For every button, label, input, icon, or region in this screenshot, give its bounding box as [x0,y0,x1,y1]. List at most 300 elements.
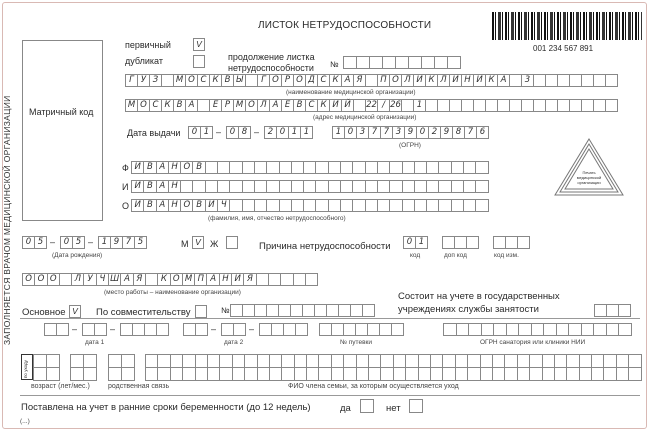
org-name-field[interactable] [125,74,618,87]
form-cell[interactable] [369,355,381,368]
form-cell[interactable]: И [414,75,426,86]
form-cell[interactable] [246,75,258,86]
form-cell[interactable]: В [222,75,234,86]
sex-f-checkbox[interactable] [226,236,238,249]
form-cell[interactable] [594,100,606,111]
form-cell[interactable] [390,181,402,192]
form-cell[interactable] [403,200,415,211]
form-cell[interactable] [431,355,443,368]
form-cell[interactable] [582,324,595,335]
form-cell[interactable] [171,355,183,368]
form-cell[interactable] [183,368,195,381]
form-cell[interactable] [507,324,520,335]
form-cell[interactable]: В [174,100,186,111]
form-cell[interactable] [369,368,381,381]
form-cell[interactable]: Л [438,75,450,86]
primary-sheet-number-field[interactable] [230,304,375,317]
form-cell[interactable] [196,368,208,381]
form-cell[interactable] [427,200,439,211]
date1-month-field[interactable] [82,323,107,336]
form-cell[interactable] [258,368,270,381]
form-cell[interactable] [196,355,208,368]
form-cell[interactable] [438,100,450,111]
form-cell[interactable]: 0 [189,127,201,138]
form-cell[interactable]: О [48,274,60,285]
form-cell[interactable]: 8 [239,127,251,138]
form-cell[interactable]: 2 [429,127,441,138]
form-cell[interactable] [594,324,607,335]
form-cell[interactable] [304,162,316,173]
form-cell[interactable] [443,355,455,368]
form-cell[interactable] [443,368,455,381]
form-cell[interactable] [366,162,378,173]
form-cell[interactable] [629,368,641,381]
form-cell[interactable] [519,324,532,335]
form-cell[interactable]: Р [282,75,294,86]
form-cell[interactable] [462,100,474,111]
form-cell[interactable]: Д [306,75,318,86]
form-cell[interactable]: 22 [366,100,377,110]
form-cell[interactable] [543,355,555,368]
form-cell[interactable] [282,355,294,368]
form-cell[interactable] [530,355,542,368]
form-cell[interactable]: Я [134,274,146,285]
form-cell[interactable]: 8 [453,127,465,138]
form-cell[interactable]: И [232,274,244,285]
form-cell[interactable] [444,324,457,335]
form-cell[interactable] [381,355,393,368]
form-cell[interactable] [378,200,390,211]
form-cell[interactable]: О [35,274,47,285]
form-cell[interactable] [403,162,415,173]
form-cell[interactable] [233,355,245,368]
form-cell[interactable] [464,162,476,173]
care-age-grid[interactable] [70,354,97,381]
form-cell[interactable] [295,355,307,368]
form-cell[interactable] [307,368,319,381]
form-cell[interactable] [439,200,451,211]
form-cell[interactable]: Н [169,181,181,192]
date2-year-field[interactable] [259,323,308,336]
reason-code-field[interactable] [403,236,428,249]
form-cell[interactable] [558,75,570,86]
care-family-member-grid[interactable] [145,354,642,381]
employment-registered-field[interactable] [594,304,631,317]
form-cell[interactable]: О [23,274,35,285]
form-cell[interactable] [522,100,534,111]
form-cell[interactable] [206,181,218,192]
form-cell[interactable] [476,162,488,173]
form-cell[interactable]: З [150,75,162,86]
form-cell[interactable] [481,368,493,381]
form-cell[interactable]: И [132,181,144,192]
form-cell[interactable]: Я [244,274,256,285]
form-cell[interactable]: Г [258,75,270,86]
form-cell[interactable] [427,162,439,173]
form-cell[interactable]: К [330,75,342,86]
form-cell[interactable]: 1 [416,237,428,248]
form-cell[interactable] [306,274,318,285]
form-cell[interactable] [476,181,488,192]
form-cell[interactable]: К [318,100,330,111]
pregnancy-no-checkbox[interactable] [409,399,423,413]
patronymic-field[interactable] [131,199,489,212]
form-cell[interactable]: 1 [333,127,345,138]
form-cell[interactable] [206,162,218,173]
form-cell[interactable] [604,368,616,381]
form-cell[interactable] [510,100,522,111]
form-cell[interactable] [146,274,158,285]
form-cell[interactable] [332,368,344,381]
form-cell[interactable] [307,355,319,368]
surname-field[interactable] [131,161,489,174]
form-cell[interactable] [357,368,369,381]
form-cell[interactable] [158,368,170,381]
form-cell[interactable] [390,162,402,173]
form-cell[interactable]: И [330,100,342,111]
form-cell[interactable] [555,368,567,381]
form-cell[interactable]: С [150,100,162,111]
form-cell[interactable]: М [234,100,246,111]
form-cell[interactable] [198,100,210,111]
form-cell[interactable]: М [126,100,138,111]
form-cell[interactable] [493,368,505,381]
form-cell[interactable]: 7 [123,237,135,248]
form-cell[interactable] [267,162,279,173]
form-cell[interactable]: 0 [23,237,35,248]
care-relation-grid[interactable] [108,354,135,381]
form-cell[interactable] [606,75,618,86]
main-job-checkbox[interactable]: V [69,305,81,318]
form-cell[interactable] [280,181,292,192]
form-cell[interactable]: 0 [61,237,73,248]
form-cell[interactable] [162,75,174,86]
form-cell[interactable] [468,355,480,368]
form-cell[interactable] [452,200,464,211]
issue-year-field[interactable] [264,126,313,139]
form-cell[interactable] [567,355,579,368]
form-cell[interactable] [558,100,570,111]
form-cell[interactable] [146,355,158,368]
form-cell[interactable]: Ш [109,274,121,285]
pregnancy-yes-checkbox[interactable] [360,399,374,413]
form-cell[interactable] [255,162,267,173]
form-cell[interactable] [567,368,579,381]
form-cell[interactable] [439,181,451,192]
form-cell[interactable]: А [498,75,510,86]
form-cell[interactable] [208,355,220,368]
primary-checkbox[interactable]: V [193,38,205,51]
part-time-checkbox[interactable] [195,305,207,318]
form-cell[interactable] [617,355,629,368]
form-cell[interactable]: А [342,75,354,86]
name-field[interactable] [131,180,489,193]
form-cell[interactable] [474,100,486,111]
form-cell[interactable] [456,355,468,368]
form-cell[interactable]: И [474,75,486,86]
care-row-marker-grid[interactable] [33,354,60,381]
form-cell[interactable] [498,100,510,111]
form-cell[interactable] [406,355,418,368]
form-cell[interactable] [582,100,594,111]
form-cell[interactable]: Ч [218,200,230,211]
form-cell[interactable]: 2 [265,127,277,138]
form-cell[interactable] [415,200,427,211]
form-cell[interactable] [280,200,292,211]
form-cell[interactable] [482,324,495,335]
form-cell[interactable] [468,368,480,381]
form-cell[interactable] [243,200,255,211]
form-cell[interactable]: Л [258,100,270,111]
continuation-number-field[interactable] [343,56,461,69]
form-cell[interactable] [464,200,476,211]
form-cell[interactable] [208,368,220,381]
form-cell[interactable] [629,355,641,368]
form-cell[interactable] [316,181,328,192]
form-cell[interactable] [464,181,476,192]
form-cell[interactable]: С [318,75,330,86]
form-cell[interactable] [394,368,406,381]
form-cell[interactable] [220,368,232,381]
form-cell[interactable]: Е [210,100,222,111]
form-cell[interactable] [534,75,546,86]
form-cell[interactable] [354,100,366,111]
form-cell[interactable] [292,181,304,192]
form-cell[interactable]: М [183,274,195,285]
form-cell[interactable] [406,368,418,381]
form-cell[interactable] [329,200,341,211]
form-cell[interactable]: Л [72,274,84,285]
birth-month-field[interactable] [60,236,85,249]
form-cell[interactable]: К [162,100,174,111]
form-cell[interactable]: В [193,162,205,173]
form-cell[interactable]: 9 [111,237,123,248]
form-cell[interactable] [245,355,257,368]
form-cell[interactable]: В [144,181,156,192]
form-cell[interactable]: О [270,75,282,86]
form-cell[interactable]: В [144,162,156,173]
form-cell[interactable] [494,324,507,335]
form-cell[interactable]: О [138,100,150,111]
form-cell[interactable] [619,324,632,335]
form-cell[interactable] [402,100,414,111]
form-cell[interactable]: К [486,75,498,86]
form-cell[interactable] [493,355,505,368]
org-address-field[interactable] [125,99,618,112]
form-cell[interactable] [543,368,555,381]
form-cell[interactable] [146,368,158,381]
form-cell[interactable]: У [138,75,150,86]
form-cell[interactable] [332,355,344,368]
form-cell[interactable]: И [450,75,462,86]
form-cell[interactable] [415,181,427,192]
form-cell[interactable] [270,368,282,381]
form-cell[interactable] [366,181,378,192]
form-cell[interactable]: У [84,274,96,285]
form-cell[interactable] [607,324,620,335]
form-cell[interactable] [243,181,255,192]
form-cell[interactable] [366,200,378,211]
form-cell[interactable]: О [246,100,258,111]
form-cell[interactable]: 7 [369,127,381,138]
form-cell[interactable]: 7 [465,127,477,138]
form-cell[interactable]: М [174,75,186,86]
form-cell[interactable]: О [181,200,193,211]
form-cell[interactable]: С [306,100,318,111]
sanatorium-ogrn-field[interactable] [443,323,632,336]
form-cell[interactable] [510,75,522,86]
form-cell[interactable] [546,100,558,111]
form-cell[interactable] [319,355,331,368]
duplicate-checkbox[interactable] [193,55,205,68]
form-cell[interactable]: 0 [404,237,416,248]
form-cell[interactable]: 1 [99,237,111,248]
form-cell[interactable]: П [378,75,390,86]
form-cell[interactable] [457,324,470,335]
date1-year-field[interactable] [120,323,169,336]
form-cell[interactable]: 1 [289,127,301,138]
extra-code-field[interactable] [442,236,479,249]
form-cell[interactable] [604,355,616,368]
form-cell[interactable] [505,355,517,368]
form-cell[interactable] [606,100,618,111]
form-cell[interactable] [419,355,431,368]
form-cell[interactable] [481,355,493,368]
date1-day-field[interactable] [44,323,69,336]
form-cell[interactable]: А [157,200,169,211]
form-cell[interactable] [378,162,390,173]
form-cell[interactable] [294,274,306,285]
form-cell[interactable]: С [198,75,210,86]
form-cell[interactable] [316,200,328,211]
form-cell[interactable] [304,181,316,192]
form-cell[interactable] [569,324,582,335]
form-cell[interactable]: / [378,100,390,111]
form-cell[interactable] [594,75,606,86]
form-cell[interactable]: 1 [301,127,313,138]
form-cell[interactable] [292,200,304,211]
form-cell[interactable]: Н [220,274,232,285]
form-cell[interactable]: В [193,200,205,211]
form-cell[interactable] [329,162,341,173]
form-cell[interactable] [450,100,462,111]
form-cell[interactable] [518,368,530,381]
form-cell[interactable] [245,368,257,381]
form-cell[interactable] [381,368,393,381]
form-cell[interactable] [281,274,293,285]
form-cell[interactable]: 6 [477,127,489,138]
form-cell[interactable]: 3 [393,127,405,138]
form-cell[interactable] [426,100,438,111]
form-cell[interactable]: 0 [417,127,429,138]
form-cell[interactable] [319,368,331,381]
form-cell[interactable] [255,181,267,192]
form-cell[interactable]: 9 [441,127,453,138]
form-cell[interactable] [394,355,406,368]
form-cell[interactable] [570,100,582,111]
form-cell[interactable]: А [207,274,219,285]
form-cell[interactable]: В [144,200,156,211]
form-cell[interactable] [353,162,365,173]
form-cell[interactable]: О [171,274,183,285]
form-cell[interactable] [592,355,604,368]
form-cell[interactable] [218,162,230,173]
form-cell[interactable]: А [121,274,133,285]
form-cell[interactable] [366,75,378,86]
form-cell[interactable]: В [294,100,306,111]
form-cell[interactable]: Й [342,100,354,111]
form-cell[interactable] [534,100,546,111]
form-cell[interactable]: О [181,162,193,173]
form-cell[interactable] [295,368,307,381]
form-cell[interactable] [304,200,316,211]
form-cell[interactable] [282,368,294,381]
form-cell[interactable]: А [157,162,169,173]
form-cell[interactable] [258,355,270,368]
form-cell[interactable] [378,181,390,192]
form-cell[interactable] [60,274,72,285]
form-cell[interactable]: 5 [135,237,147,248]
form-cell[interactable] [555,355,567,368]
form-cell[interactable] [353,200,365,211]
birth-year-field[interactable] [98,236,147,249]
form-cell[interactable]: И [206,200,218,211]
form-cell[interactable] [580,355,592,368]
form-cell[interactable] [456,368,468,381]
voucher-number-field[interactable] [319,323,404,336]
form-cell[interactable] [158,355,170,368]
form-cell[interactable] [341,181,353,192]
form-cell[interactable]: Н [462,75,474,86]
form-cell[interactable]: 0 [345,127,357,138]
form-cell[interactable]: Е [282,100,294,111]
form-cell[interactable] [415,162,427,173]
form-cell[interactable] [580,368,592,381]
form-cell[interactable] [257,274,269,285]
form-cell[interactable] [230,181,242,192]
form-cell[interactable] [344,368,356,381]
form-cell[interactable]: Л [402,75,414,86]
form-cell[interactable]: 7 [381,127,393,138]
form-cell[interactable] [233,368,245,381]
form-cell[interactable]: 5 [35,237,47,248]
form-cell[interactable]: А [157,181,169,192]
form-cell[interactable] [427,181,439,192]
form-cell[interactable] [181,181,193,192]
issue-month-field[interactable] [226,126,251,139]
form-cell[interactable] [292,162,304,173]
form-cell[interactable]: 0 [227,127,239,138]
form-cell[interactable] [344,355,356,368]
form-cell[interactable] [255,200,267,211]
form-cell[interactable] [316,162,328,173]
form-cell[interactable] [486,100,498,111]
ogrn-field[interactable] [332,126,489,139]
form-cell[interactable] [269,274,281,285]
date2-day-field[interactable] [183,323,208,336]
form-cell[interactable]: Ы [234,75,246,86]
form-cell[interactable]: Г [126,75,138,86]
form-cell[interactable] [469,324,482,335]
form-cell[interactable] [439,162,451,173]
form-cell[interactable] [171,368,183,381]
form-cell[interactable]: 3 [522,75,534,86]
form-cell[interactable] [270,355,282,368]
form-cell[interactable]: 0 [277,127,289,138]
issue-day-field[interactable] [188,126,213,139]
form-cell[interactable] [243,162,255,173]
form-cell[interactable] [431,368,443,381]
